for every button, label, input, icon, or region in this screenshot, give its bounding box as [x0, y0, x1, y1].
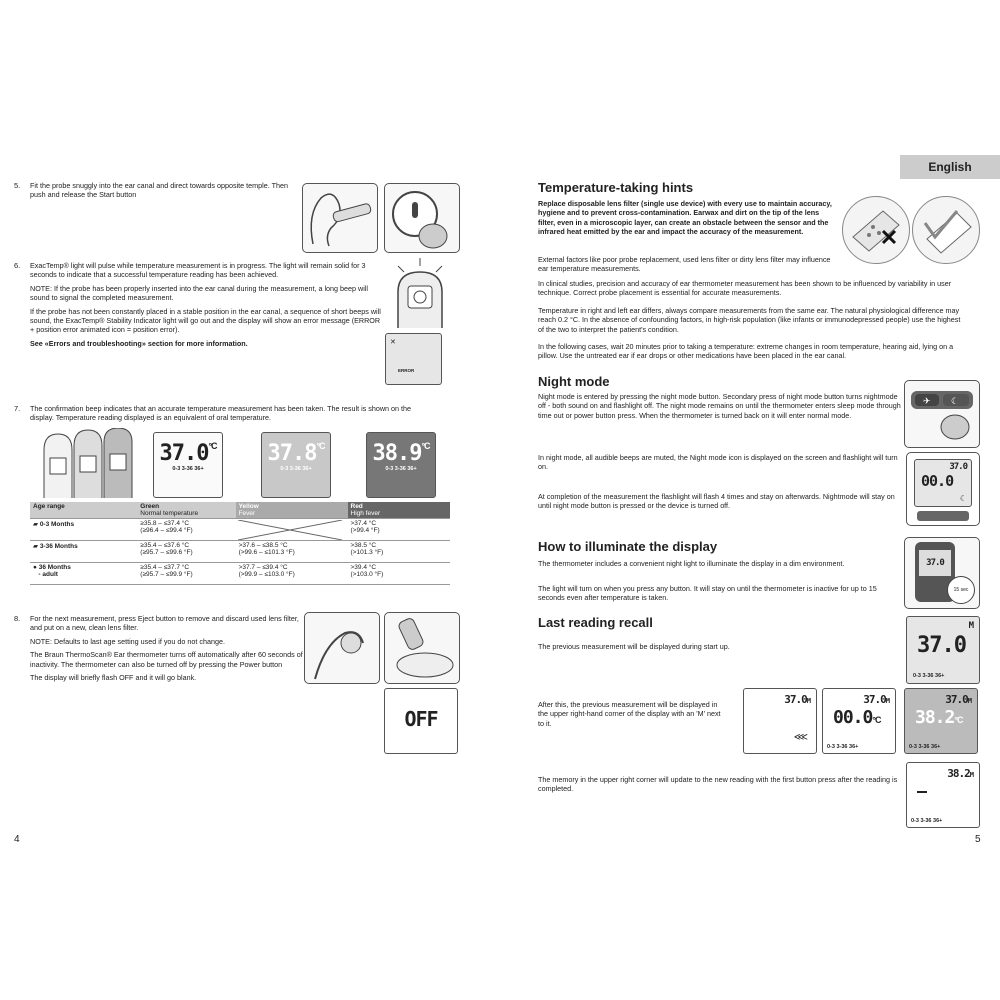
- recall-value: 37.0: [917, 633, 966, 658]
- exactemp-light-illustration: [384, 256, 456, 328]
- recall-display-3: [904, 688, 978, 754]
- zero-reading: 00.0°C: [833, 707, 881, 728]
- position-error-icon: ✕: [390, 339, 396, 346]
- wrong-x-icon: [843, 197, 909, 263]
- check-icon: [913, 197, 979, 263]
- night-paragraph-1: Night mode is entered by pressing the night mode button. Secondary press of night mode button turns nightmode off - both sound on and flashlight off. The night mode remains on until the thermometer enters sleep mode through time out or power button press. When the thermometer is turned back on it will enter normal mode.: [538, 392, 901, 420]
- dash-icon: [917, 791, 927, 793]
- header-red: Red High fever: [348, 502, 451, 519]
- step-8-text-2: The Braun ThermoScan® Ear thermometer turns off automatically after 60 seconds of inactivity. The thermometer can also be turned off by pressing the Power button: [30, 650, 303, 669]
- age-icons: 0-3 3-36 36+: [172, 466, 204, 472]
- eject-illustration: [304, 612, 380, 684]
- age-icons: 0-3 3-36 36+: [385, 466, 417, 472]
- header-age: Age range: [30, 502, 137, 519]
- table-row: ● 36 Months - adult ≥35.4 – ≤37.7 °C (≥95.7 – ≤99.9 °F) >37.7 – ≤39.4 °C (>99.9 – ≤103.0 °F) >39.4 °C (>103.0 °F): [30, 563, 450, 585]
- table-row: ▰ 3-36 Months ≥35.4 – ≤37.6 °C (≥95.7 – ≤99.6 °F) >37.6 – ≤38.5 °C (>99.6 – ≤101.3 °F) >38.5 °C (>101.3 °F): [30, 541, 450, 563]
- thermometer-group-illustration: [40, 428, 140, 498]
- section-title-night-mode: Night mode: [538, 374, 610, 389]
- step-6-text-1: ExacTemp® light will pulse while temperature measurement is in progress. The light will remain solid for 3 seconds to indicate that a successful temperature reading has been achieved.: [30, 261, 366, 280]
- recall-paragraph-1: The previous measurement will be displayed during start up.: [538, 642, 730, 651]
- hints-paragraph-2: External factors like poor probe replacement, used lens filter or dirty lens filter may influence ear temperature measurements.: [538, 255, 831, 274]
- night-mode-icon: ☾: [959, 494, 967, 503]
- svg-text:✈: ✈: [923, 396, 931, 406]
- header-green: Green Normal temperature: [137, 502, 235, 519]
- step-number: 5.: [14, 181, 21, 190]
- degree-unit: °C: [421, 441, 430, 451]
- night-button-illustration: [904, 380, 980, 448]
- hints-paragraph-3: In clinical studies, precision and accuracy of ear thermometer measurement has been shown to be influenced by variability in user technique. Correct probe placement is essential for accurate measurements.: [538, 279, 952, 298]
- thermometer-light-icon: [384, 256, 456, 328]
- zero-reading: 00.0: [921, 472, 954, 490]
- table-row: ▰ 0-3 Months ≥35.8 – ≤37.4 °C (≥96.4 – ≤99.4 °F) >37.4 °C (>99.4 °F): [30, 519, 450, 541]
- step-8: [14, 614, 304, 683]
- memory-reading: 37.0: [949, 462, 967, 472]
- lens-filter-icon: [385, 613, 459, 683]
- hints-paragraph-5: In the following cases, wait 20 minutes prior to taking a temperature: extreme changes in room temperature, hearing aid, lying on a pillow. Use the untreated ear if ear drops or other medications have been placed in the ear canal.: [538, 342, 954, 361]
- memory-reading: 37.0M: [784, 693, 810, 706]
- age-icons: 0-3 3-36 36+: [909, 744, 941, 750]
- display-red: [366, 432, 436, 498]
- toddler-icon: ▰: [33, 543, 40, 550]
- step-8-text-3: The display will briefly flash OFF and it will go blank.: [30, 673, 197, 683]
- dirty-filter-illustration: [842, 196, 910, 264]
- recall-paragraph-3: The memory in the upper right corner will update to the new reading with the first button press after the reading is completed.: [538, 775, 898, 794]
- language-tab: English: [900, 155, 1000, 179]
- backlight-illustration: [904, 537, 980, 609]
- clean-filter-illustration: [912, 196, 980, 264]
- night-display-illustration: [906, 452, 980, 526]
- degree-unit: °C: [208, 441, 217, 451]
- step-5-text: Fit the probe snuggly into the ear canal and direct towards opposite temple. Then push and release the Start button: [30, 181, 288, 200]
- night-paragraph-3: At completion of the measurement the flashlight will flash 4 times and stay on afterwards. Nightmode will stay on until night mode button is pressed or the device is turned off.: [538, 492, 895, 511]
- memory-reading: 37.0M: [945, 693, 971, 706]
- off-display: [384, 688, 458, 754]
- step-5: [14, 181, 299, 200]
- section-title-illuminate: How to illuminate the display: [538, 539, 718, 554]
- svg-text:☾: ☾: [951, 396, 960, 406]
- no-fever-range-cell: [236, 519, 348, 541]
- display-green: [153, 432, 223, 498]
- memory-reading: 38.2M: [947, 767, 973, 780]
- infant-icon: ▰: [33, 521, 40, 528]
- memory-m-indicator: M: [968, 621, 973, 631]
- night-mode-button-icon: [905, 381, 979, 447]
- new-reading: 38.2°C: [915, 707, 963, 728]
- recall-display-2: [822, 688, 896, 754]
- hints-paragraph-1: Replace disposable lens filter (single use device) with every use to maintain accuracy, hygiene and to prevent cross-contamination. Earwax and dirt on the tip of the lens filter, even in a microscopic layer, can create an obstacle between the sensor and the infrared heat emitted by the ear and impact the accuracy of the measurement.: [538, 199, 832, 237]
- recall-paragraph-2: After this, the previous measurement will be displayed in the upper right-hand corner of the display with an 'M' next to it.: [538, 700, 721, 728]
- step-number: 8.: [14, 614, 21, 623]
- eject-filter-icon: [305, 613, 379, 683]
- step-7: [14, 404, 424, 423]
- section-title-recall: Last reading recall: [538, 615, 653, 630]
- timer-icon: 15 sec: [947, 576, 975, 604]
- fever-table: [30, 502, 450, 585]
- step-8-text-1: For the next measurement, press Eject button to remove and discard used lens filter, and put on a new, clean lens filter.: [30, 614, 299, 633]
- section-title-hints: Temperature-taking hints: [538, 180, 694, 195]
- finger-press-icon: [385, 184, 459, 252]
- display-red-value: 38.9: [372, 441, 422, 466]
- probe-insert-illustration: [302, 183, 378, 253]
- discard-filter-illustration: [384, 612, 460, 684]
- age-icons: 0-3 3-36 36+: [913, 673, 945, 679]
- error-display: [385, 333, 442, 385]
- memory-reading: 37.0M: [863, 693, 889, 706]
- display-green-value: 37.0: [159, 441, 209, 466]
- illuminate-paragraph-1: The thermometer includes a convenient night light to illuminate the display in a dim environment.: [538, 559, 845, 568]
- night-paragraph-2: In night mode, all audible beeps are muted, the Night mode icon is displayed on the screen and flashlight will turn on.: [538, 453, 898, 472]
- error-label: ERROR: [398, 368, 415, 373]
- start-button-illustration: [384, 183, 460, 253]
- age-icons: 0-3 3-36 36+: [827, 744, 859, 750]
- display-yellow-value: 37.8: [267, 441, 317, 466]
- step-6: [14, 261, 384, 348]
- thermometer-icon: 37.0: [915, 542, 955, 602]
- ear-probe-icon: [303, 184, 377, 252]
- scan-animation-icon: ⋘: [793, 732, 808, 743]
- thermometers-icon: [40, 428, 140, 498]
- age-icons: 0-3 3-36 36+: [911, 818, 943, 824]
- cross-out-icon: [238, 520, 342, 540]
- startup-recall-display: [906, 616, 980, 684]
- updated-memory-display: [906, 762, 980, 828]
- step-7-text: The confirmation beep indicates that an accurate temperature measurement has been taken. The result is shown on the display. Temperature reading displayed is an equivalent of oral temperature.: [30, 404, 412, 423]
- step-number: 6.: [14, 261, 21, 270]
- step-8-note: NOTE: Defaults to last age setting used if you do not change.: [30, 636, 225, 646]
- display-yellow: [261, 432, 331, 498]
- header-yellow: Yellow Fever: [236, 502, 348, 519]
- step-number: 7.: [14, 404, 21, 413]
- off-text: OFF: [404, 707, 438, 731]
- page-number-left: 4: [14, 834, 20, 845]
- step-6-text-2: If the probe has not been constantly placed in a stable position in the ear canal, a sequence of short beeps will sound, the ExacTemp® Stability Indicator light will go out and the display will show an error message (ERROR + position error animated icon = position error).: [30, 306, 381, 335]
- recall-display-1: [743, 688, 817, 754]
- hints-paragraph-4: Temperature in right and left ear differs, always compare measurements from the same ear. The natural physiological difference may reach 0.2 °C. In the absence of confounding factors, in high-risk population (like infants or immunodepressed people) use the highest of the two to interpret the patient's condition.: [538, 306, 961, 334]
- degree-unit: °C: [316, 441, 325, 451]
- buttons-icon: [917, 511, 969, 521]
- page-number-right: 5: [975, 834, 981, 845]
- illuminate-paragraph-2: The light will turn on when you press any button. It will stay on until the thermometer is inactive for up to 15 seconds even after temperature is taken.: [538, 584, 877, 603]
- step-6-see-also: See «Errors and troubleshooting» section for more information.: [30, 338, 248, 348]
- step-6-note: NOTE: If the probe has been properly inserted into the ear canal during the measurement, a long beep will sound to signal the completed measurement.: [30, 283, 369, 303]
- adult-icon: ●: [33, 564, 39, 571]
- age-icons: 0-3 3-36 36+: [280, 466, 312, 472]
